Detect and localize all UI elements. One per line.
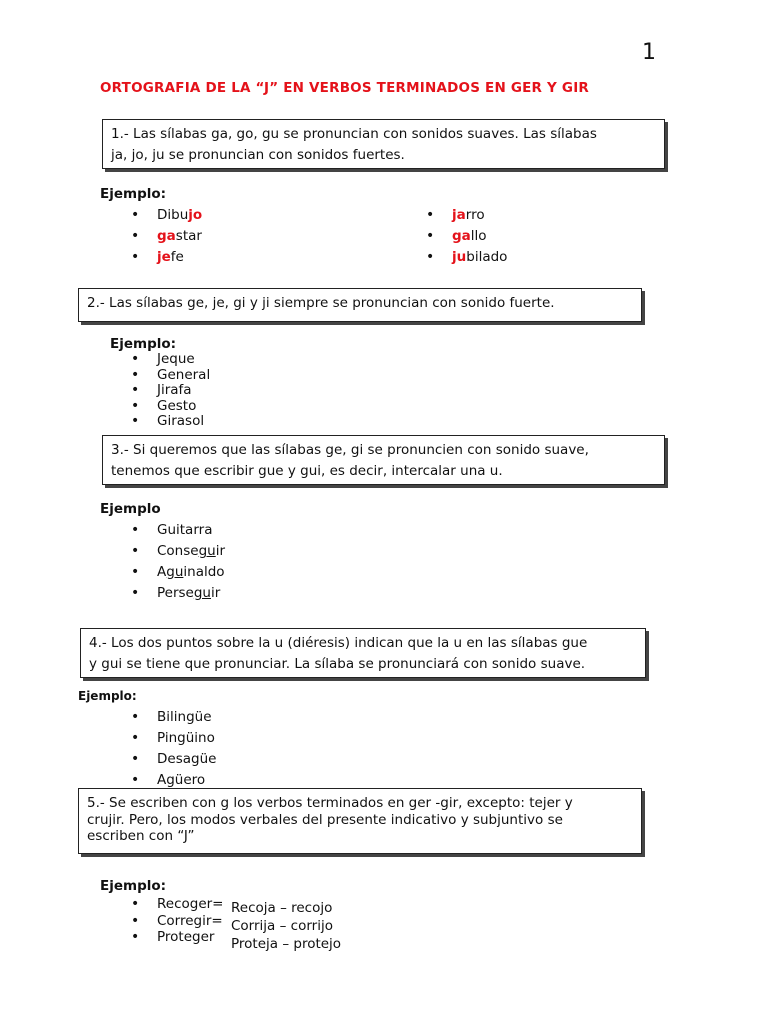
- list-item: • Conseguir: [131, 541, 225, 562]
- rule-3-line-1: 3.- Si queremos que las sílabas ge, gi se pronuncien con sonido suave,: [111, 442, 589, 458]
- rule-box-1: [102, 119, 665, 169]
- rule-2-text: 2.- Las sílabas ge, je, gi y ji siempre se pronuncian con sonido fuerte.: [87, 295, 555, 311]
- list-item: • jefe: [131, 247, 202, 268]
- list-item: • Recoger=: [131, 896, 224, 913]
- list-item: • Agüero: [131, 770, 216, 791]
- rule-5-line-1: 5.- Se escriben con g los verbos terminados en ger -gir, excepto: tejer y: [87, 795, 573, 811]
- list-item: • Jeque: [131, 352, 210, 368]
- example-list-3: [131, 520, 225, 604]
- conjugation-1: Recoja – recojo: [231, 900, 333, 916]
- rule-box-5: [78, 788, 642, 854]
- list-item: • Dibujo: [131, 205, 202, 226]
- rule-4-line-2: y gui se tiene que pronunciar. La sílaba se pronunciará con sonido suave.: [89, 656, 586, 672]
- example-list-5: [131, 896, 224, 946]
- list-item: • Pingüino: [131, 728, 216, 749]
- list-item: • Girasol: [131, 414, 210, 430]
- page-number: 1: [642, 40, 656, 65]
- rule-1-line-2: ja, jo, ju se pronuncian con sonidos fuertes.: [111, 147, 405, 163]
- example-list-1-right: [426, 205, 507, 268]
- example-list-4: [131, 707, 216, 791]
- list-item: • gallo: [426, 226, 507, 247]
- example-label-4: Ejemplo:: [78, 689, 137, 703]
- list-item: • gastar: [131, 226, 202, 247]
- example-label-2: Ejemplo:: [110, 336, 177, 352]
- conjugation-2: Corrija – corrijo: [231, 918, 333, 934]
- list-item: • Desagüe: [131, 749, 216, 770]
- example-label-5: Ejemplo:: [100, 878, 167, 894]
- list-item: • Jirafa: [131, 383, 210, 399]
- example-label-3: Ejemplo: [100, 501, 161, 517]
- example-label-1: Ejemplo:: [100, 186, 167, 202]
- rule-5-line-3: escriben con “J”: [87, 828, 195, 844]
- list-item: • Aguinaldo: [131, 562, 225, 583]
- rule-1-line-1: 1.- Las sílabas ga, go, gu se pronuncian con sonidos suaves. Las sílabas: [111, 126, 597, 142]
- conjugation-3: Proteja – protejo: [231, 936, 342, 952]
- list-item: • Bilingüe: [131, 707, 216, 728]
- list-item: • Gesto: [131, 399, 210, 415]
- rule-box-2: [78, 288, 642, 322]
- list-item: • jarro: [426, 205, 507, 226]
- list-item: • Guitarra: [131, 520, 225, 541]
- page-title: ORTOGRAFIA DE LA “J” EN VERBOS TERMINADOS EN GER Y GIR: [100, 80, 590, 96]
- example-list-1-left: [131, 205, 202, 268]
- rule-4-line-1: 4.- Los dos puntos sobre la u (diéresis) indican que la u en las sílabas gue: [89, 635, 588, 651]
- list-item: • jubilado: [426, 247, 507, 268]
- rule-3-line-2: tenemos que escribir gue y gui, es decir, intercalar una u.: [111, 463, 503, 479]
- list-item: • Proteger: [131, 929, 224, 946]
- rule-box-3: [102, 435, 665, 485]
- example-list-2: [131, 352, 210, 430]
- rule-5-line-2: crujir. Pero, los modos verbales del presente indicativo y subjuntivo se: [87, 811, 563, 828]
- list-item: • Perseguir: [131, 583, 225, 604]
- list-item: • Corregir=: [131, 913, 224, 930]
- list-item: • General: [131, 368, 210, 384]
- rule-box-4: [80, 628, 646, 678]
